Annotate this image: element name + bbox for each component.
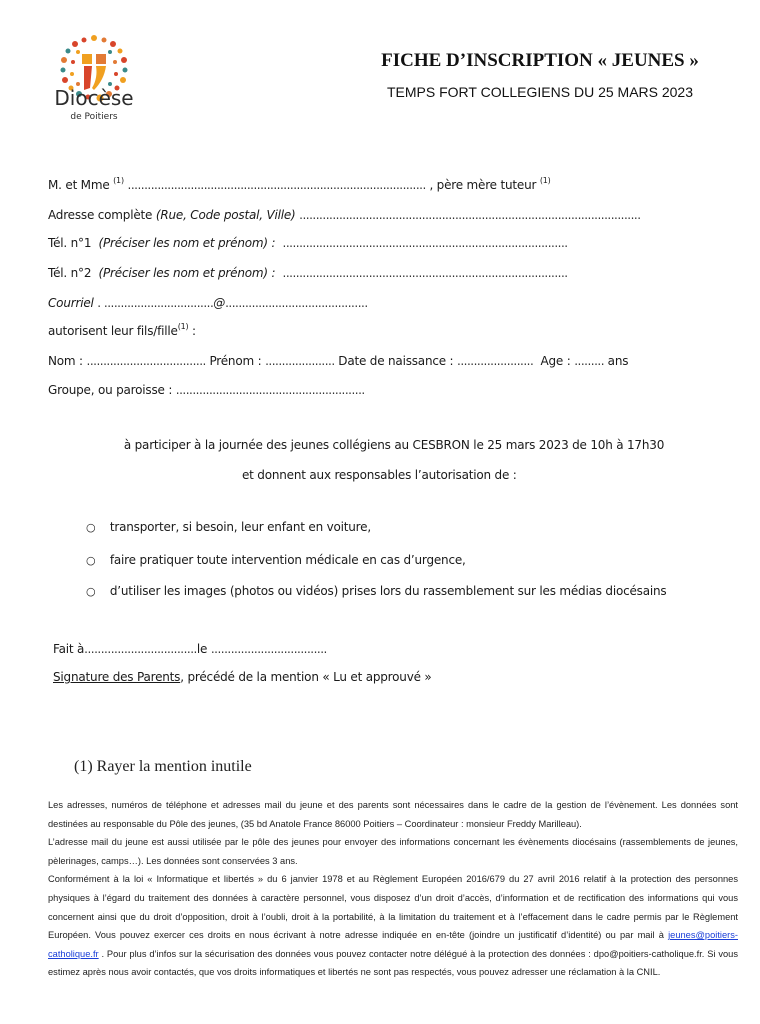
tel1-hint: (Préciser les nom et prénom) : xyxy=(98,236,276,250)
child-age-unit: ans xyxy=(607,354,629,368)
child-age-label: Age : xyxy=(540,354,571,368)
fait-label: Fait à xyxy=(53,642,85,656)
child-age-input[interactable]: ......... xyxy=(574,354,605,368)
email-at: @ xyxy=(213,296,226,310)
parents-footnote-ref: (1) xyxy=(113,176,124,185)
email-dots-domain: ........................................... xyxy=(225,296,368,310)
authorize-footnote-ref: (1) xyxy=(177,322,189,331)
parents-suffix-footnote-ref: (1) xyxy=(539,176,551,185)
group-label: Groupe, ou paroisse : xyxy=(48,383,173,397)
tel2-dots: ...................................................................................... xyxy=(282,266,568,280)
event-line-2: et donnent aux responsables l’autorisation de : xyxy=(242,468,517,482)
authorization-text: faire pratiquer toute intervention médicale en cas d’urgence, xyxy=(109,553,466,567)
logo-wordmark: Diocèse xyxy=(54,86,134,110)
group-field[interactable] xyxy=(48,383,365,397)
authorize-text: autorisent leur fils/fille xyxy=(48,324,178,338)
email-link[interactable]: jeunes@poitiers-catholique.fr xyxy=(48,930,738,959)
address-field[interactable] xyxy=(48,208,641,222)
tel2-label: Tél. n°2 xyxy=(48,266,92,280)
tel1-dots: ...................................................................................... xyxy=(282,236,568,250)
circle-bullet-icon: ○ xyxy=(86,521,96,534)
child-dob-label: Date de naissance : xyxy=(338,354,454,368)
parents-field[interactable] xyxy=(48,178,551,192)
email-label: Courriel xyxy=(48,296,94,310)
authorization-item xyxy=(86,520,371,534)
legal-paragraph-1: Les adresses, numéros de téléphone et adresses mail du jeune et des parents sont nécessaires dans le cadre de la gestion de l’évènement. Les données sont destinées au responsable du Pôle des jeunes, (35 bd Anatole France 86000 Poitiers – Coordinateur : monsieur Freddy Marilleau). xyxy=(48,800,738,829)
address-hint: (Rue, Code postal, Ville) xyxy=(155,208,296,222)
tel2-field[interactable] xyxy=(48,266,568,280)
fait-place-input[interactable]: .................................. xyxy=(84,642,197,656)
fait-date-input[interactable]: ................................... xyxy=(210,642,327,656)
legal-notice xyxy=(48,796,738,982)
email-dots-local: . ................................. xyxy=(97,296,214,310)
legal-paragraph-3 xyxy=(48,870,738,982)
event-line-1: à participer à la journée des jeunes collégiens au CESBRON le 25 mars 2023 de 10h à 17h30 xyxy=(123,438,665,452)
address-label: Adresse complète xyxy=(48,208,153,222)
circle-bullet-icon: ○ xyxy=(86,554,96,567)
page-subtitle: TEMPS FORT COLLEGIENS DU 25 MARS 2023 xyxy=(386,84,694,100)
tel1-label: Tél. n°1 xyxy=(48,236,92,250)
footnote: (1) Rayer la mention inutile xyxy=(74,758,252,775)
le-label: le xyxy=(196,642,208,656)
authorize-colon: : xyxy=(188,324,196,338)
legal-text-b: . Pour plus d’infos sur la sécurisation des données vous pouvez contacter notre délégué à la protection des données : dpo@poitiers-catholique.fr. Si vous estimez après nous avoir contactés, que vos droits informatiques et libertés ne sont pas respectés, vous pouvez adresser une réclamation à la CNIL. xyxy=(48,948,738,978)
logo-subtitle: de Poitiers xyxy=(70,112,118,122)
child-fields xyxy=(48,354,628,368)
authorization-text: transporter, si besoin, leur enfant en voiture, xyxy=(109,520,371,534)
legal-text-a: Conformément à la loi « Informatique et libertés » du 6 janvier 1978 et au Règlement Européen 2016/679 du 27 avril 2016 relatif à la protection des personnes physiques à l’égard du traitement des données à caractère personnel, vous disposez d’un droit d’accès, d’information et de rectification des informations qui vous concernent ainsi que du droit d’opposition, droit à l’oubli, droit à la portabilité, à la limitation du traitement et à l’effacement dans le cadre permis par le Règlement Européen. Vous pouvez exercer ces droits en nous écrivant à notre adresse indiquée en en-tête (joindre un justificatif d’identité) ou par mail à xyxy=(48,874,738,941)
signature-label: Signature des Parents xyxy=(53,670,181,684)
fait-line xyxy=(53,642,327,656)
logo-figure-icon xyxy=(82,54,106,90)
parents-label: M. et Mme xyxy=(48,178,110,192)
authorization-item xyxy=(86,553,466,567)
tel2-hint: (Préciser les nom et prénom) : xyxy=(98,266,276,280)
child-prenom-label: Prénom : xyxy=(209,354,262,368)
authorization-text: d’utiliser les images (photos ou vidéos) prises lors du rassemblement sur les médias diocésains xyxy=(109,584,667,598)
parents-dots: .......................................................................................... xyxy=(127,178,426,192)
legal-paragraph-2: L’adresse mail du jeune est aussi utilisée par le pôle des jeunes pour envoyer des informations concernant les évènements diocésains (rassemblements de jeunes, pèlerinages, camps…). Les données sont conservées 3 ans. xyxy=(48,837,738,866)
parents-suffix: , père mère tuteur xyxy=(429,178,537,192)
tel1-field[interactable] xyxy=(48,236,568,250)
signature-mention: , précédé de la mention « Lu et approuvé » xyxy=(180,670,432,684)
child-dob-input[interactable]: ....................... xyxy=(457,354,534,368)
page-title: FICHE D’INSCRIPTION « JEUNES » xyxy=(381,50,699,71)
child-nom-input[interactable]: .................................... xyxy=(86,354,206,368)
authorization-item xyxy=(86,584,666,598)
group-dots: ......................................................... xyxy=(175,383,365,397)
email-field[interactable] xyxy=(48,296,368,310)
circle-bullet-icon: ○ xyxy=(86,585,96,598)
child-prenom-input[interactable]: ..................... xyxy=(265,354,335,368)
child-nom-label: Nom : xyxy=(48,354,83,368)
authorize-line xyxy=(48,324,196,338)
address-dots: ....................................................................................................... xyxy=(299,208,641,222)
signature-line xyxy=(53,670,432,684)
